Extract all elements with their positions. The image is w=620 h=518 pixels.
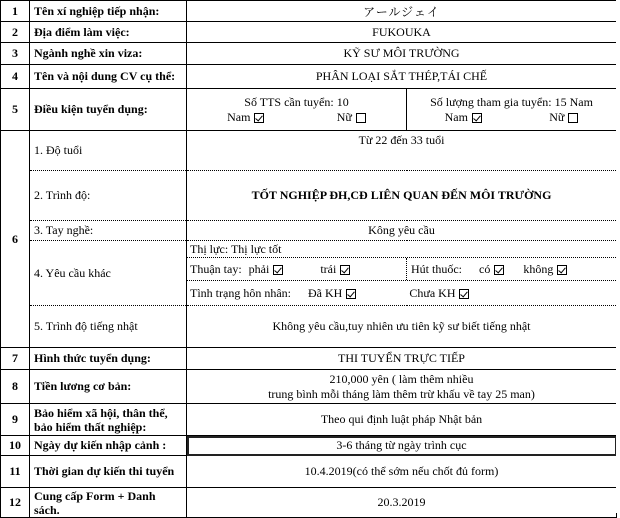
row-number: 9 <box>1 404 30 436</box>
education-label: 2. Trình độ: <box>30 171 187 221</box>
smoking-no-checkbox[interactable] <box>557 265 567 275</box>
recruitment-form-value[interactable]: THI TUYỂN TRỰC TIẾP <box>187 348 617 370</box>
salary-line-1: 210,000 yên ( làm thêm nhiều <box>329 371 474 386</box>
married-label: Đã KH <box>307 286 343 300</box>
workplace-label: Địa điểm làm việc: <box>30 22 187 43</box>
workplace-value[interactable]: FUKOUKA <box>187 22 617 43</box>
visa-occupation-label: Ngành nghề xin viza: <box>30 43 187 65</box>
row-2 <box>1 22 617 43</box>
row-6-japanese <box>1 306 617 348</box>
female-checkbox[interactable] <box>356 113 366 123</box>
insurance-label-line-2: bảo hiểm thất nghiệp: <box>34 419 147 434</box>
row-5 <box>1 89 617 131</box>
recruitment-condition-label: Điều kiện tuyển dụng: <box>30 89 187 131</box>
smoking-label: Hút thuốc: <box>411 262 462 276</box>
company-label: Tên xí nghiệp tiếp nhận: <box>30 1 187 22</box>
male-checkbox[interactable] <box>254 113 264 123</box>
row-number: 10 <box>1 436 30 456</box>
insurance-label-line-1: Bảo hiểm xã hội, thân thể, <box>34 405 168 420</box>
row-1 <box>1 1 617 22</box>
row-number: 12 <box>1 488 30 518</box>
married-checkbox[interactable] <box>346 289 356 299</box>
single-checkbox[interactable] <box>459 289 469 299</box>
form-deadline-label <box>30 488 187 518</box>
insurance-value[interactable]: Theo qui định luật pháp Nhật bản <box>187 404 617 436</box>
entry-date-label: Ngày dự kiến nhập cảnh : <box>30 436 187 456</box>
entry-date-value[interactable]: 3-6 tháng từ ngày trình cục <box>187 436 617 456</box>
trainee-count-cell[interactable] <box>187 89 407 131</box>
row-number: 6 <box>1 131 30 348</box>
row-6-education <box>1 171 617 221</box>
row-number: 1 <box>1 1 30 22</box>
female-label: Nữ <box>549 109 565 124</box>
participant-count-cell[interactable] <box>407 89 617 131</box>
vision-line: Thị lực: Thị lực tốt <box>187 241 616 258</box>
participant-count-text: Số lượng tham gia tuyển: 15 Nam <box>430 94 593 109</box>
male-label: Nam <box>227 109 251 124</box>
smoking-yes-checkbox[interactable] <box>494 265 504 275</box>
visa-occupation-value[interactable]: KỸ SƯ MÔI TRƯỜNG <box>187 43 617 65</box>
japanese-level-label: 5. Trình độ tiếng nhật <box>30 306 187 348</box>
left-hand-label: trái <box>320 262 337 276</box>
row-number: 11 <box>1 456 30 488</box>
male-checkbox[interactable] <box>472 113 482 123</box>
skill-label: 3. Tay nghề: <box>30 221 187 241</box>
sheet-edge <box>616 0 620 513</box>
japanese-level-value[interactable]: Không yêu cầu,tuy nhiên ưu tiên kỹ sư biết tiếng nhật <box>187 306 617 348</box>
company-value[interactable]: アールジェイ <box>187 1 617 22</box>
single-label: Chưa KH <box>409 286 456 300</box>
marital-status-label: Tình trạng hôn nhân: <box>190 286 291 300</box>
exam-date-value[interactable]: 10.4.2019(có thể sớm nếu chốt đủ form) <box>187 456 617 488</box>
row-6-other <box>1 241 617 306</box>
form-deadline-value[interactable]: 20.3.2019 <box>187 488 617 518</box>
row-8 <box>1 370 617 404</box>
row-6-age <box>1 131 617 171</box>
right-hand-label: phải <box>248 262 270 276</box>
salary-line-2: trung bình mỗi tháng làm thêm trừ khấu về tay 25 man) <box>268 386 535 401</box>
row-number: 8 <box>1 370 30 404</box>
row-4 <box>1 65 617 89</box>
row-7 <box>1 348 617 370</box>
row-11 <box>1 456 617 488</box>
insurance-label <box>30 404 187 436</box>
female-label: Nữ <box>336 109 352 124</box>
row-3 <box>1 43 617 65</box>
skill-value[interactable]: Kông yêu cầu <box>187 221 617 241</box>
exam-date-label: Thời gian dự kiến thi tuyển <box>30 456 187 488</box>
male-label: Nam <box>444 109 468 124</box>
row-number: 2 <box>1 22 30 43</box>
row-10 <box>1 436 617 456</box>
salary-value[interactable] <box>187 370 617 404</box>
row-number: 4 <box>1 65 30 89</box>
smoking-yes-label: có <box>479 262 491 276</box>
salary-label: Tiền lương cơ bản: <box>30 370 187 404</box>
form-deadline-label-line-1: Cung cấp Form + Danh <box>34 488 156 503</box>
left-hand-checkbox[interactable] <box>340 265 350 275</box>
row-number: 7 <box>1 348 30 370</box>
handedness-label: Thuận tay: <box>190 262 242 276</box>
trainee-count-text: Số TTS cần tuyển: 10 <box>244 94 349 109</box>
age-label: 1. Độ tuổi <box>30 131 187 171</box>
row-6-skill <box>1 221 617 241</box>
row-number: 3 <box>1 43 30 65</box>
female-checkbox[interactable] <box>568 113 578 123</box>
other-requirements-cell <box>187 241 617 306</box>
row-12 <box>1 488 617 518</box>
smoking-no-label: không <box>523 262 554 276</box>
row-number: 5 <box>1 89 30 131</box>
job-description-label: Tên và nội dung CV cụ thể: <box>30 65 187 89</box>
education-value[interactable]: TỐT NGHIỆP ĐH,CĐ LIÊN QUAN ĐẾN MÔI TRƯỜNG <box>187 171 617 221</box>
other-requirements-label: 4. Yêu cầu khác <box>30 241 187 306</box>
row-9 <box>1 404 617 436</box>
age-value[interactable]: Từ 22 đến 33 tuổi <box>187 131 617 171</box>
recruitment-form-label: Hình thức tuyển dụng: <box>30 348 187 370</box>
form-deadline-label-line-2: sách. <box>34 502 60 517</box>
job-description-value[interactable]: PHÂN LOẠI SẮT THÉP,TÁI CHẾ <box>187 65 617 89</box>
right-hand-checkbox[interactable] <box>273 265 283 275</box>
